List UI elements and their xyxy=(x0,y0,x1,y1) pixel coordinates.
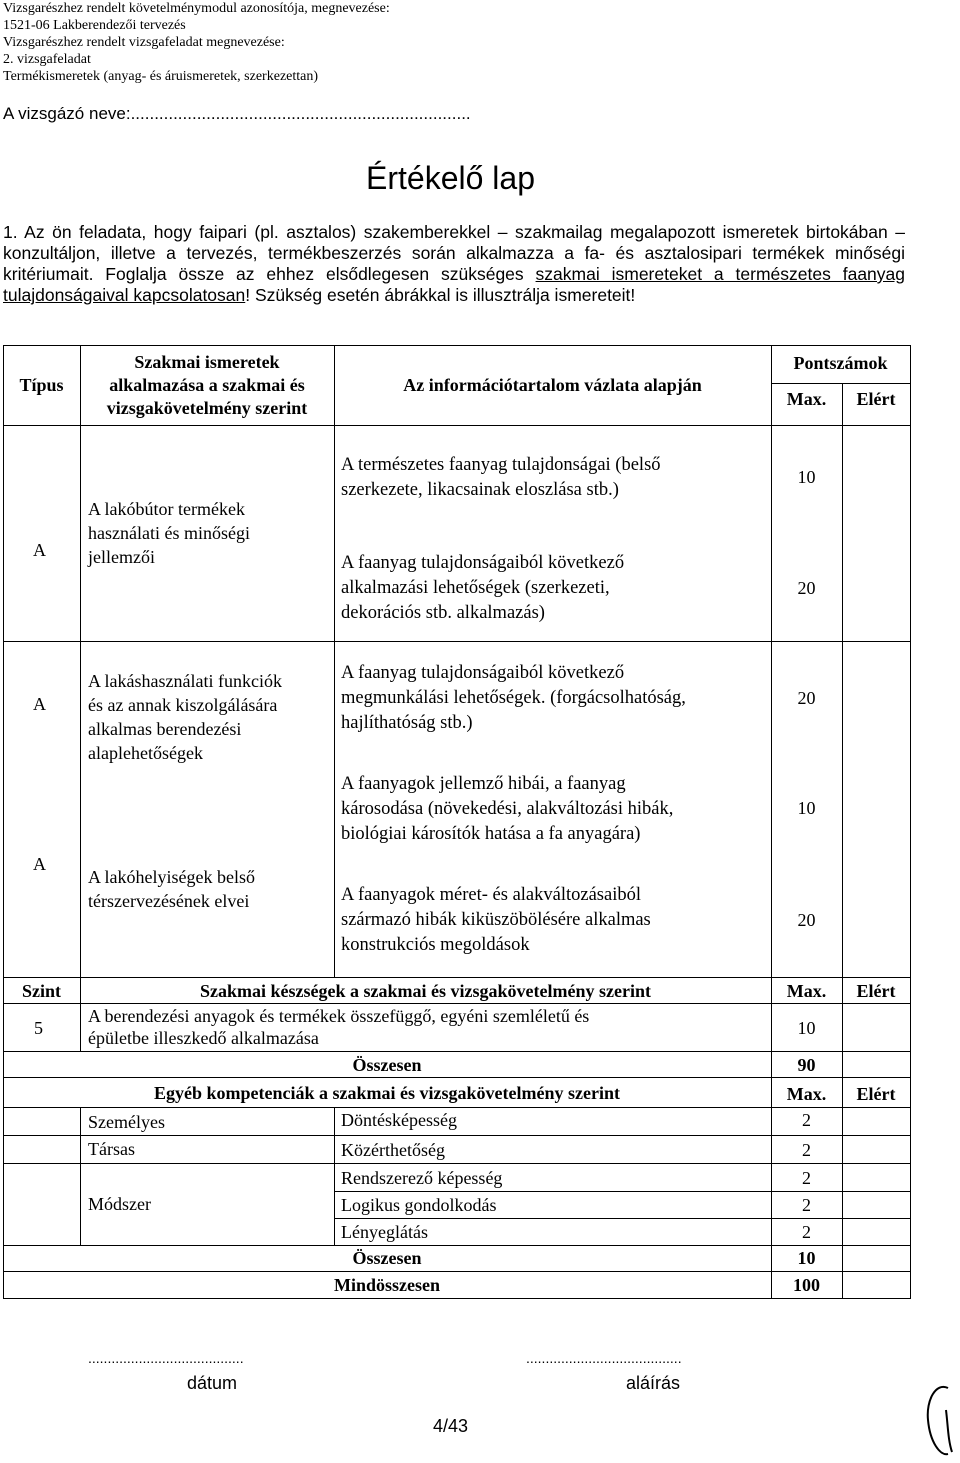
topic-line: alaplehetőségek xyxy=(88,743,203,763)
info-line: dekorációs stb. alkalmazás) xyxy=(341,603,545,623)
total-label: Összesen xyxy=(352,1248,422,1268)
competency-name: Döntésképesség xyxy=(341,1110,457,1130)
column-header-elert: Elért xyxy=(856,389,896,409)
max-points: 2 xyxy=(802,1222,811,1242)
skill-line: épületbe illeszkedő alkalmazása xyxy=(88,1028,319,1048)
header-line: vizsgakövetelmény szerint xyxy=(106,398,308,418)
competency-name: Logikus gondolkodás xyxy=(341,1195,497,1215)
info-item xyxy=(341,453,661,503)
info-line: A faanyag tulajdonságaiból következő xyxy=(341,663,625,683)
header-line: alkalmazása a szakmai és xyxy=(109,375,305,395)
skill-line: A berendezési anyagok és termékek összefüggő, egyéni szemléletű és xyxy=(88,1006,590,1026)
task-text: 1. Az ön feladata, hogy faipari (pl. asztalos) szakemberekkel – szakmailag megalapozott ismeretek birtokában – konzultáljon, illetve a tervezés, termékbeszerzés során alkalmazza a fa- és asztalosipari termékek minőségi kritériumait. Foglalja össze az ehhez elsődlegesen szükséges xyxy=(3,222,905,284)
total-value: 10 xyxy=(797,1248,816,1268)
grand-total-label: Mindösszesen xyxy=(333,1275,440,1295)
info-item xyxy=(341,772,673,847)
column-header-max: Max. xyxy=(786,1084,827,1104)
column-header-max: Max. xyxy=(786,389,827,409)
info-line: A faanyagok méret- és alakváltozásaiból xyxy=(341,885,641,905)
header-line: 2. vizsgafeladat xyxy=(3,52,91,67)
info-item xyxy=(341,551,624,626)
column-header-pontszamok: Pontszámok xyxy=(793,353,888,373)
topic-line: alkalmas berendezési xyxy=(88,719,242,739)
topic-line: A lakóhelyiségek belső xyxy=(88,867,255,887)
row-topic xyxy=(88,497,250,569)
row-tipus: A xyxy=(33,854,46,874)
info-line: konstrukciós megoldások xyxy=(341,935,530,955)
info-line: megmunkálási lehetőségek. (forgácsolhatóság, xyxy=(341,688,686,708)
date-dots: ........................................ xyxy=(88,1350,244,1366)
column-header-info: Az információtartalom vázlata alapján xyxy=(403,375,702,395)
category-szemelyes: Személyes xyxy=(88,1112,165,1132)
topic-line: jellemzői xyxy=(88,547,155,567)
max-points: 10 xyxy=(797,798,816,818)
topic-line: használati és minőségi xyxy=(88,523,250,543)
column-header-max: Max. xyxy=(786,981,827,1001)
max-points: 10 xyxy=(797,467,816,487)
total-label: Összesen xyxy=(352,1055,422,1075)
info-line: A faanyagok jellemző hibái, a faanyag xyxy=(341,774,626,794)
max-points: 20 xyxy=(797,578,816,598)
column-header-elert: Elért xyxy=(856,981,896,1001)
row-tipus: A xyxy=(33,694,46,714)
header-line: Vizsgarészhez rendelt követelménymodul azonosítója, megnevezése: xyxy=(3,1,390,16)
info-line: szerkezete, likacsainak eloszlása stb.) xyxy=(341,480,619,500)
candidate-name-field: A vizsgázó neve:........................................................................ xyxy=(3,104,471,123)
max-points: 20 xyxy=(797,688,816,708)
topic-line: A lakáshasználati funkciók xyxy=(88,671,282,691)
category-modszer: Módszer xyxy=(88,1194,151,1214)
skill-level: 5 xyxy=(34,1018,43,1038)
column-header-tipus: Típus xyxy=(19,375,64,395)
column-header-szint: Szint xyxy=(21,981,61,1001)
max-points: 20 xyxy=(797,910,816,930)
page-title: Értékelő lap xyxy=(366,160,535,196)
info-line: biológiai károsítók hatása a fa anyagára) xyxy=(341,824,641,844)
info-line: hajlíthatóság stb.) xyxy=(341,713,473,733)
competency-name: Lényeglátás xyxy=(341,1222,428,1242)
header-line: 1521-06 Lakberendezői tervezés xyxy=(3,18,186,33)
header-line: Termékismeretek (anyag- és áruismeretek, szerkezettan) xyxy=(3,69,319,84)
category-tarsas: Társas xyxy=(88,1139,135,1159)
info-item xyxy=(341,883,651,958)
competency-name: Rendszerező képesség xyxy=(341,1168,503,1188)
max-points: 10 xyxy=(797,1018,816,1038)
max-points: 2 xyxy=(802,1110,811,1130)
row-tipus: A xyxy=(33,540,46,560)
topic-line: és az annak kiszolgálására xyxy=(88,695,278,715)
max-points: 2 xyxy=(802,1140,811,1160)
info-line: károsodása (növekedési, alakváltozási hibák, xyxy=(341,799,674,819)
task-text: ! Szükség esetén ábrákkal is illusztrálja ismereteit! xyxy=(245,285,636,305)
row-topic xyxy=(88,669,282,765)
task-underlined-text: szakmai ismereteket a természetes faanyag tulajdonságaival kapcsolatosan xyxy=(3,264,905,305)
column-header-szakmai xyxy=(80,351,334,420)
info-item xyxy=(341,661,686,736)
competencies-header: Egyéb kompetenciák a szakmai és vizsgakövetelmény szerint xyxy=(154,1083,620,1103)
grand-total-value: 100 xyxy=(793,1275,820,1295)
topic-line: térszervezésének elvei xyxy=(88,891,250,911)
column-header-elert: Elért xyxy=(856,1084,896,1104)
column-header-skills: Szakmai készségek a szakmai és vizsgakövetelmény szerint xyxy=(200,981,651,1001)
header-line: Szakmai ismeretek xyxy=(134,352,280,372)
row-topic xyxy=(88,865,255,913)
page-number: 4/43 xyxy=(433,1416,469,1436)
date-label: dátum xyxy=(187,1373,238,1393)
competency-name: Közérthetőség xyxy=(341,1140,445,1160)
document-header xyxy=(3,0,390,85)
info-line: alkalmazási lehetőségek (szerkezeti, xyxy=(341,578,610,598)
signature-dots: ........................................ xyxy=(526,1350,682,1366)
total-value: 90 xyxy=(797,1055,816,1075)
signature-label: aláírás xyxy=(626,1373,681,1393)
skill-text xyxy=(88,1005,589,1049)
handwritten-signature xyxy=(918,1380,958,1460)
info-line: A faanyag tulajdonságaiból következő xyxy=(341,553,625,573)
topic-line: A lakóbútor termékek xyxy=(88,499,245,519)
task-description xyxy=(3,222,905,306)
info-line: származó hibák kiküszöbölésére alkalmas xyxy=(341,910,651,930)
max-points: 2 xyxy=(802,1168,811,1188)
info-line: A természetes faanyag tulajdonságai (belső xyxy=(341,455,661,475)
max-points: 2 xyxy=(802,1195,811,1215)
header-line: Vizsgarészhez rendelt vizsgafeladat megnevezése: xyxy=(3,35,285,50)
